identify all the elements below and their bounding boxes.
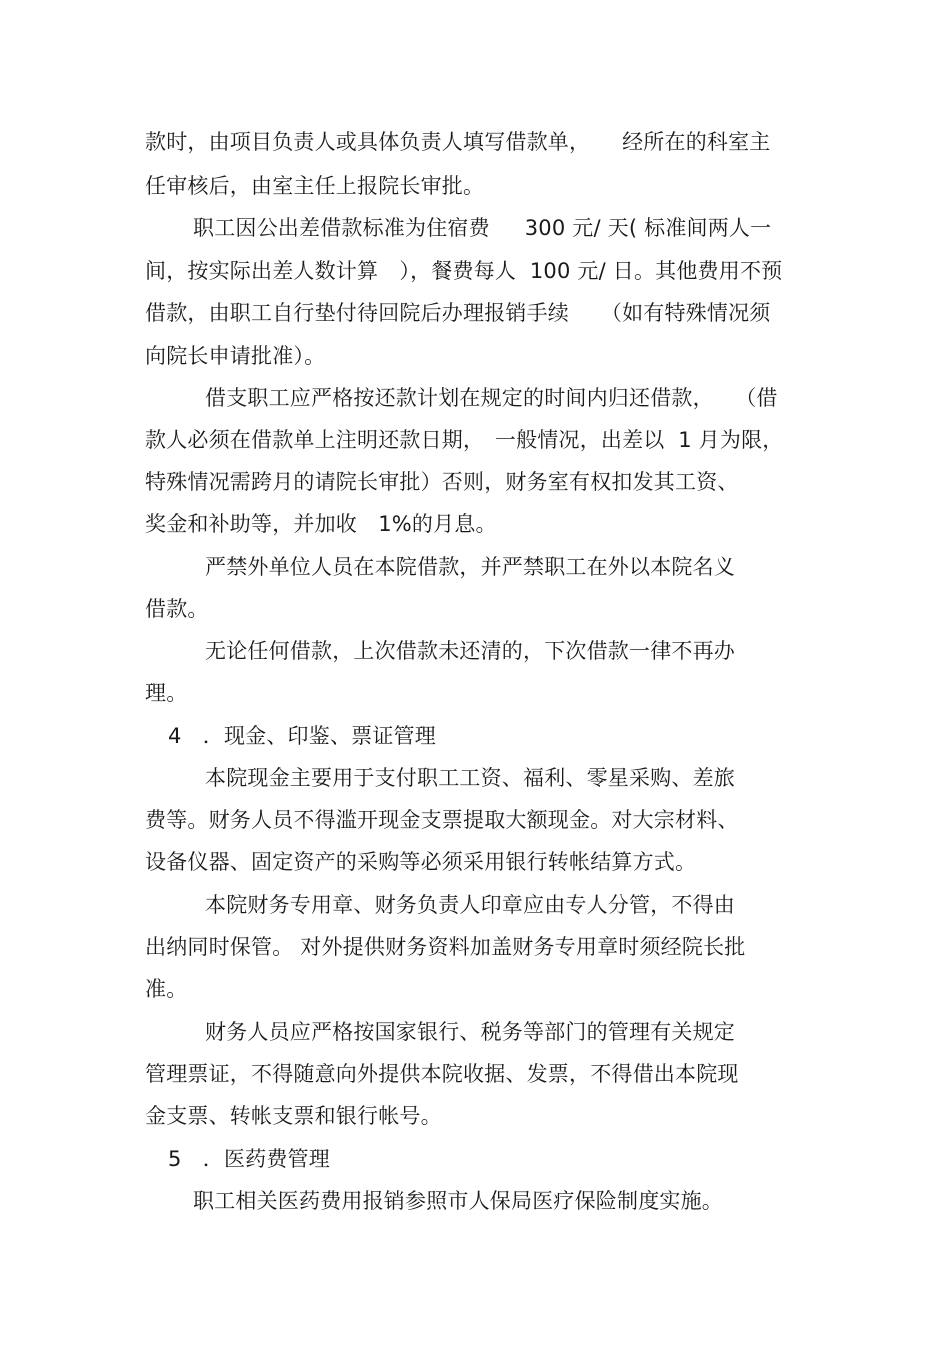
- text-line: 特殊情况需跨月的请院长审批）否则，财务室有权扣发其工资、: [145, 470, 739, 494]
- text-line: 借支职工应严格按还款计划在规定的时间内归还借款， （借: [205, 386, 778, 410]
- text-line: 本院财务专用章、财务负责人印章应由专人分管，不得由: [205, 893, 735, 917]
- text-line: 准。: [145, 977, 188, 1001]
- text-line: 职工相关医药费用报销参照市人保局医疗保险制度实施。: [193, 1189, 723, 1213]
- text-line: 设备仪器、固定资产的采购等必须采用银行转帐结算方式。: [145, 850, 697, 874]
- text-line: 理。: [145, 681, 188, 705]
- section-heading: 4 ．现金、印鉴、票证管理: [168, 724, 436, 748]
- text-line: 金支票、转帐支票和银行帐号。: [145, 1104, 442, 1128]
- text-line: 款时，由项目负责人或具体负责人填写借款单， 经所在的科室主: [145, 130, 771, 154]
- text-line: 间，按实际出差人数计算 ），餐费每人 100 元/ 日。其他费用不预: [145, 259, 783, 283]
- text-line: 向院长申请批准）。: [145, 344, 326, 368]
- text-line: 借款。: [145, 597, 209, 621]
- text-line: 财务人员应严格按国家银行、税务等部门的管理有关规定: [205, 1020, 735, 1044]
- text-line: 本院现金主要用于支付职工工资、福利、零星采购、差旅: [205, 766, 735, 790]
- text-line: 出纳同时保管。 对外提供财务资料加盖财务专用章时须经院长批: [145, 935, 746, 959]
- text-line: 严禁外单位人员在本院借款，并严禁职工在外以本院名义: [205, 555, 735, 579]
- text-line: 管理票证，不得随意向外提供本院收据、发票，不得借出本院现: [145, 1062, 739, 1086]
- text-line: 费等。财务人员不得滥开现金支票提取大额现金。对大宗材料、: [145, 808, 739, 832]
- section-heading: 5 ．医药费管理: [168, 1147, 330, 1171]
- text-line: 任审核后，由室主任上报院长审批。: [145, 174, 485, 198]
- text-line: 奖金和补助等，并加收 1%的月息。: [145, 512, 497, 536]
- text-line: 借款，由职工自行垫付待回院后办理报销手续 （如有特殊情况须: [145, 301, 771, 325]
- text-line: 无论任何借款，上次借款未还清的，下次借款一律不再办: [205, 639, 735, 663]
- text-line: 职工因公出差借款标准为住宿费 300 元/ 天( 标准间两人一: [193, 216, 772, 240]
- text-line: 款人必须在借款单上注明还款日期， 一般情况，出差以 1 月为限，: [145, 428, 784, 452]
